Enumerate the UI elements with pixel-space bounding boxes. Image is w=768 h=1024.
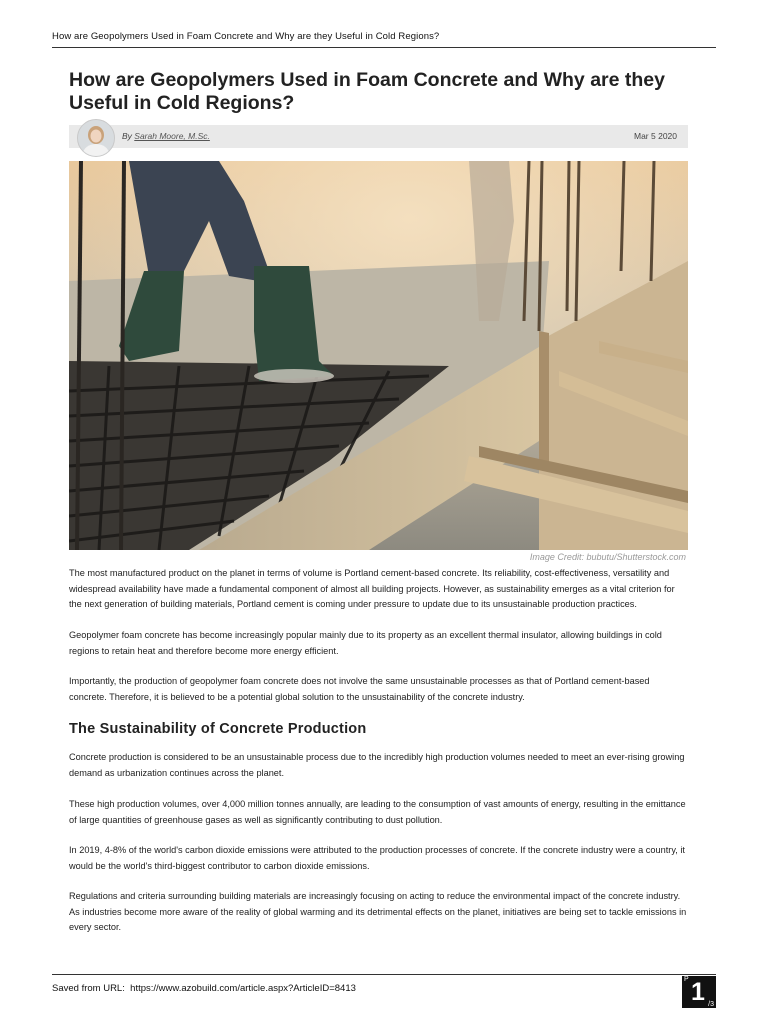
author-link[interactable]: Sarah Moore, M.Sc. xyxy=(134,131,210,141)
section-paragraph-4: Regulations and criteria surrounding building materials are increasingly focusing on acting to reduce the environmental impact of the concrete industry. As industries become more aware of the reality of global warming and its detrimental effects on the planet, initiatives are being set to tackle emissions in every sector. xyxy=(69,891,687,932)
article-title: How are Geopolymers Used in Foam Concrete and Why are they Useful in Cold Regions? xyxy=(69,69,665,114)
page-number: 1 xyxy=(691,978,705,1006)
section-paragraph-1: Concrete production is considered to be an unsustainable process due to the incredibly high production volumes needed to meet an ever-rising growing demand as urbanization continues across the planet. xyxy=(69,752,685,778)
header-divider xyxy=(52,47,716,48)
author-avatar xyxy=(77,119,115,157)
publish-date: Mar 5 2020 xyxy=(634,131,677,141)
section-paragraph-2: These high production volumes, over 4,000 million tonnes annually, are leading to the consumption of vast amounts of energy, resulting in the emittance of large quantities of greenhouse gases as well as significantly contributing to dust pollution. xyxy=(69,799,686,825)
page-indicator xyxy=(682,976,716,1008)
source-url-link[interactable]: https://www.azobuild.com/article.aspx?ArticleID=8413 xyxy=(130,983,356,994)
running-header: How are Geopolymers Used in Foam Concrete and Why are they Useful in Cold Regions? xyxy=(52,31,440,42)
page-total: /3 xyxy=(708,1001,714,1008)
byline xyxy=(122,131,210,141)
footer-source xyxy=(52,983,356,994)
intro-paragraph-1: The most manufactured product on the planet in terms of volume is Portland cement-based concrete. Its reliability, cost-effectiveness, versatility and widespread availability have made a fundamental component of almost all building projects. However, as sustainability emerges as a vital criterion for the next generation of building materials, Portland cement is coming under pressure to update due to its unsustainable production practices. xyxy=(69,568,675,609)
intro-paragraph-2: Geopolymer foam concrete has become increasingly popular mainly due to its property as an excellent thermal insulator, allowing buildings in cold regions to retain heat and therefore become more energy efficient. xyxy=(69,630,662,656)
footer-divider xyxy=(52,974,716,975)
section-heading: The Sustainability of Concrete Production xyxy=(69,721,367,737)
saved-from-label: Saved from URL: xyxy=(52,983,125,994)
image-credit: Image Credit: bubutu/Shutterstock.com xyxy=(529,552,686,562)
section-paragraph-3: In 2019, 4-8% of the world's carbon dioxide emissions were attributed to the production processes of concrete. If the concrete industry were a country, it would be the world's third-biggest contributor to carbon dioxide emissions. xyxy=(69,845,685,871)
byline-prefix: By xyxy=(122,131,135,141)
hero-image xyxy=(69,161,688,550)
page-prefix: P xyxy=(684,976,689,983)
intro-paragraph-3: Importantly, the production of geopolymer foam concrete does not involve the same unsustainable processes as that of Portland cement-based concrete. Therefore, it is believed to be a potential global solution to the unsustainability of the concrete industry. xyxy=(69,676,650,702)
